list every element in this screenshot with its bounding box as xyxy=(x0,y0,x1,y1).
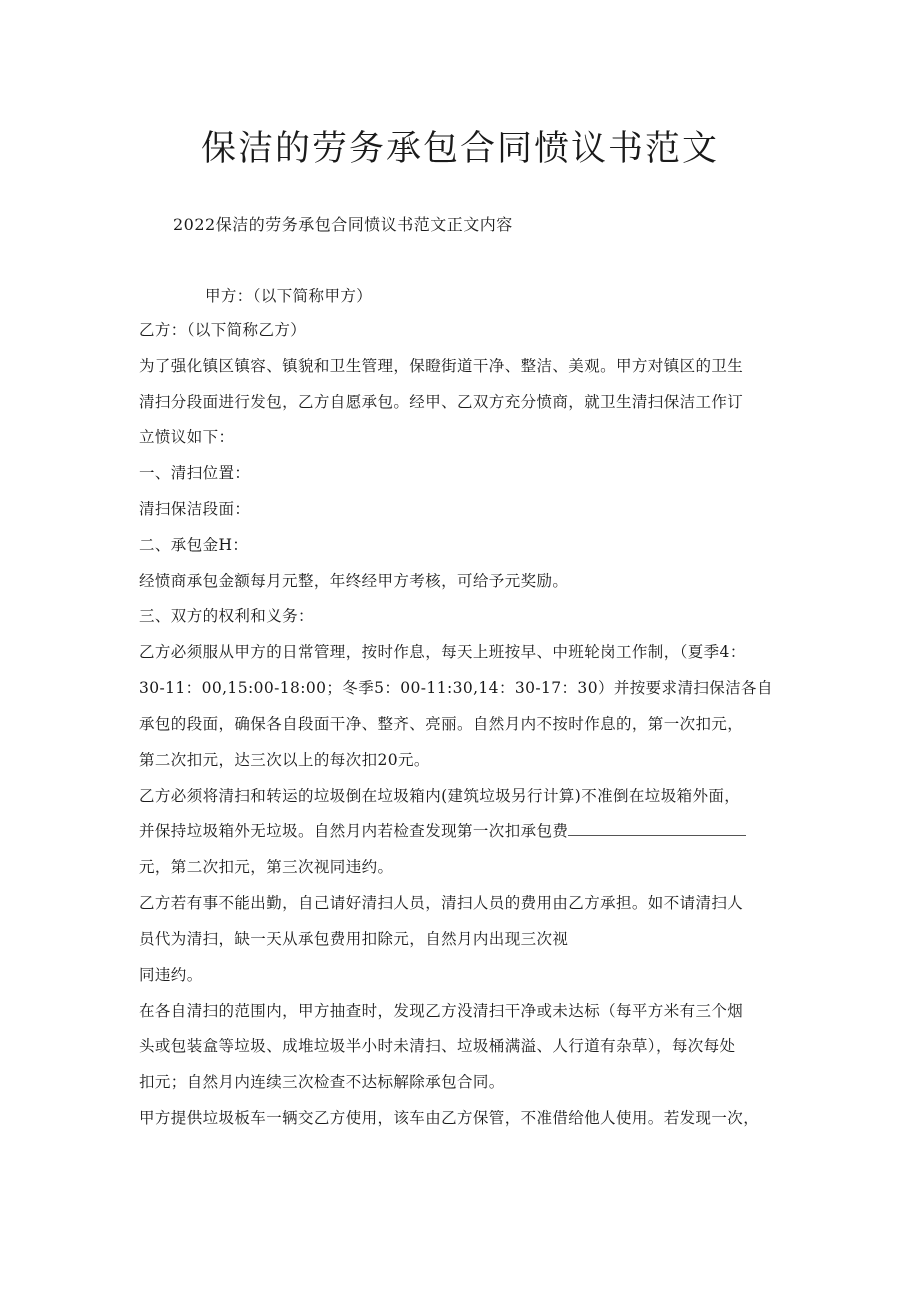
paragraph-line: 经愤商承包金额每月元整，年终经甲方考核，可给予元奖励。 xyxy=(139,572,569,590)
paragraph-line: 乙方必须服从甲方的日常管理，按时作息，每天上班按早、中班轮岗工作制，（夏季4： xyxy=(139,643,746,661)
party-b-line: 乙方：（以下简称乙方） xyxy=(139,321,307,339)
section-heading: 一、清扫位置： xyxy=(139,464,251,482)
fill-in-blank xyxy=(568,819,746,836)
paragraph-line xyxy=(139,817,799,845)
paragraph-line: 30-11：00,15:00-18:00；冬季5：00-11:30,14：30-17：30）并按要求清扫保洁各自 xyxy=(139,679,773,697)
paragraph-line: 在各自清扫的范围内，甲方抽查时，发现乙方没清扫干净或未达标（每平方米有三个烟 xyxy=(139,1002,744,1020)
paragraph-line: 为了强化镇区镇容、镇貌和卫生管理，保瞪街道干净、整洁、美观。甲方对镇区的卫生 xyxy=(139,357,744,375)
paragraph-line: 元，第二次扣元，第三次视同违约。 xyxy=(139,858,394,876)
paragraph-text: 并保持垃圾箱外无垃圾。自然月内若检查发现第一次扣承包费 xyxy=(139,822,569,840)
section-heading: 三、双方的权利和义务： xyxy=(139,607,314,625)
paragraph-line: 头或包装盒等垃圾、成堆垃圾半小时未清扫、垃圾桶满溢、人行道有杂草），每次每处 xyxy=(139,1037,736,1055)
document-title: 保洁的劳务承包合同愤议书范文 xyxy=(200,129,719,169)
paragraph-line: 扣元；自然月内连续三次检查不达标解除承包合同。 xyxy=(139,1073,505,1091)
paragraph-line: 清扫保洁段面： xyxy=(139,500,251,518)
party-a-line: 甲方：（以下简称甲方） xyxy=(205,287,373,305)
paragraph-line: 员代为清扫，缺一天从承包费用扣除元，自然月内出现三次视 xyxy=(139,930,569,948)
paragraph-line: 同违约。 xyxy=(139,966,203,984)
paragraph-line: 第二次扣元，达三次以上的每次扣20元。 xyxy=(139,751,430,769)
paragraph-line: 清扫分段面进行发包，乙方自愿承包。经甲、乙双方充分愤商，就卫生清扫保洁工作订 xyxy=(139,393,744,411)
paragraph-line: 承包的段面，确保各自段面干净、整齐、亮丽。自然月内不按时作息的，第一次扣元， xyxy=(139,715,744,733)
paragraph-line: 立愤议如下： xyxy=(139,428,235,446)
section-heading: 二、承包金H： xyxy=(139,536,249,554)
paragraph-line: 乙方若有事不能出勤，自己请好清扫人员，清扫人员的费用由乙方承担。如不请清扫人 xyxy=(139,894,744,912)
paragraph-line: 乙方必须将清扫和转运的垃圾倒在垃圾箱内(建筑垃圾另行计算)不准倒在垃圾箱外面， xyxy=(139,787,741,805)
paragraph-line: 甲方提供垃圾板车一辆交乙方使用，该车由乙方保管，不准借给他人使用。若发现一次， xyxy=(139,1109,760,1127)
document-subtitle: 2022保洁的劳务承包合同愤议书范文正文内容 xyxy=(173,215,513,234)
